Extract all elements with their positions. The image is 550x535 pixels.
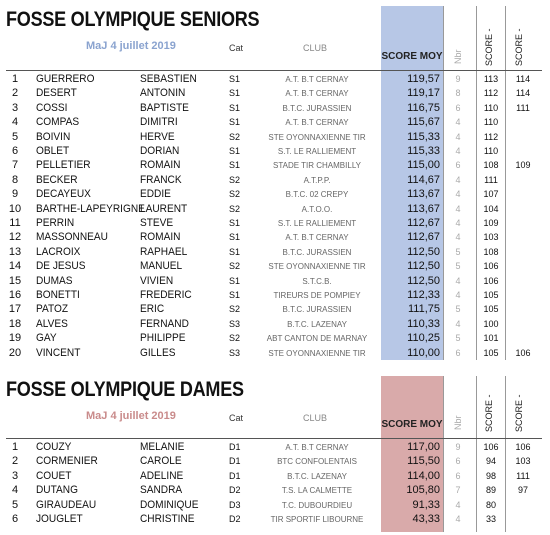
club-cell: S.T. LE RALLIEMENT [277, 147, 357, 156]
count-cell: 6 [455, 456, 461, 467]
category-cell: S1 [229, 117, 241, 128]
club-cell: A.T. B.T CERNAY [285, 75, 349, 84]
table-row [0, 202, 550, 217]
dames-header-score-moy: SCORE MOY [381, 419, 443, 430]
count-cell: 5 [455, 333, 461, 344]
category-cell: D1 [229, 442, 241, 452]
count-cell: 4 [455, 117, 461, 128]
first-name-cell: DORIAN [140, 145, 180, 157]
table-row [0, 454, 550, 469]
category-cell: S1 [229, 290, 241, 300]
score-a-cell: 105 [483, 290, 499, 300]
club-cell: STE OYONNAXIENNE TIR [268, 132, 366, 142]
first-name-cell: RAPHAEL [140, 245, 188, 258]
category-cell: S2 [229, 174, 241, 185]
rank-cell: 11 [9, 217, 21, 229]
last-name-cell: DUTANG [36, 484, 78, 497]
category-cell: D2 [229, 485, 241, 496]
category-cell: S1 [229, 218, 241, 228]
score-average-cell: 115,33 [407, 130, 440, 143]
seniors-update-date: MaJ 4 juillet 2019 [86, 40, 176, 52]
first-name-cell: ERIC [140, 303, 165, 316]
table-row [0, 469, 550, 484]
score-a-cell: 113 [483, 74, 499, 84]
table-row [0, 288, 550, 303]
first-name-cell: ROMAIN [140, 231, 181, 244]
seniors-header-nbr: Nbr [453, 49, 463, 64]
table-row [0, 483, 550, 498]
count-cell: 7 [455, 485, 461, 496]
club-cell: B.T.C. JURASSIEN [282, 103, 352, 113]
score-b-cell: 114 [515, 88, 531, 99]
club-cell: TIREURS DE POMPIEY [273, 291, 361, 300]
rank-cell: 4 [11, 116, 19, 129]
score-a-cell: 98 [485, 470, 496, 481]
category-cell: D2 [229, 514, 241, 524]
score-a-cell: 105 [483, 347, 499, 358]
club-cell: A.T. B.T CERNAY [285, 89, 349, 99]
dames-title: FOSSE OLYMPIQUE DAMES [6, 378, 244, 401]
first-name-cell: ADELINE [140, 469, 184, 482]
score-average-cell: 91,33 [412, 498, 440, 511]
last-name-cell: COUZY [36, 441, 72, 453]
club-cell: BTC CONFOLENTAIS [277, 457, 357, 467]
category-cell: S1 [229, 275, 241, 286]
score-average-cell: 116,75 [407, 101, 440, 114]
count-cell: 4 [455, 318, 461, 329]
score-average-cell: 110,33 [407, 317, 440, 330]
score-a-cell: 103 [483, 232, 499, 243]
dames-header-score-b: SCORE - [514, 394, 524, 432]
last-name-cell: JOUGLET [36, 513, 83, 525]
score-average-cell: 115,00 [407, 159, 440, 172]
club-cell: STE OYONNAXIENNE TIR [268, 262, 366, 272]
table-row [0, 216, 550, 231]
count-cell: 9 [455, 442, 461, 452]
count-cell: 4 [455, 174, 461, 185]
rank-cell: 3 [11, 469, 19, 482]
club-cell: S.T.C.B. [302, 276, 332, 286]
score-b-cell: 111 [516, 470, 530, 481]
score-average-cell: 113,67 [407, 188, 440, 201]
club-cell: A.T. B.T CERNAY [285, 443, 349, 452]
score-average-cell: 117,00 [407, 441, 440, 453]
rank-cell: 17 [8, 303, 22, 316]
dames-section [0, 368, 550, 535]
score-average-cell: 111,75 [407, 303, 440, 316]
last-name-cell: BARTHE-LAPEYRIGNE [36, 202, 145, 215]
club-cell: B.T.C. LAZENAY [287, 319, 347, 329]
rank-cell: 6 [11, 145, 19, 157]
category-cell: S1 [229, 246, 241, 257]
score-b-cell: 109 [515, 160, 531, 171]
score-b-cell: 114 [515, 74, 531, 84]
rank-cell: 12 [8, 231, 22, 244]
score-a-cell: 80 [485, 499, 496, 510]
score-a-cell: 33 [485, 514, 496, 524]
score-a-cell: 100 [483, 318, 499, 329]
count-cell: 9 [455, 74, 461, 84]
count-cell: 4 [455, 131, 461, 142]
category-cell: S2 [229, 189, 241, 200]
category-cell: S3 [229, 347, 241, 358]
rank-cell: 1 [11, 73, 19, 85]
rank-cell: 15 [8, 274, 22, 287]
score-a-cell: 89 [485, 485, 496, 496]
rank-cell: 7 [11, 159, 19, 172]
rank-cell: 4 [11, 484, 19, 497]
table-row [0, 144, 550, 159]
score-a-cell: 108 [483, 160, 499, 171]
table-row [0, 346, 550, 361]
score-a-cell: 104 [483, 203, 499, 214]
club-cell: B.T.C. JURASSIEN [282, 305, 352, 315]
rank-cell: 8 [11, 173, 19, 186]
count-cell: 4 [455, 514, 461, 524]
score-a-cell: 110 [483, 146, 499, 156]
rank-cell: 14 [8, 260, 22, 273]
rank-cell: 1 [11, 441, 19, 453]
first-name-cell: FREDERIC [140, 289, 192, 301]
score-a-cell: 112 [483, 131, 499, 142]
count-cell: 4 [455, 499, 461, 510]
dames-header-nbr: Nbr [453, 415, 463, 430]
score-average-cell: 105,80 [406, 484, 440, 497]
club-cell: A.T.O.O. [301, 204, 333, 214]
count-cell: 6 [455, 470, 461, 481]
count-cell: 5 [455, 304, 461, 315]
first-name-cell: VIVIEN [140, 274, 174, 287]
seniors-header-cat: Cat [229, 43, 244, 53]
rank-cell: 10 [8, 202, 22, 215]
first-name-cell: HERVE [140, 130, 175, 143]
category-cell: S1 [229, 160, 241, 171]
first-name-cell: ANTONIN [140, 87, 186, 100]
table-row [0, 130, 550, 145]
count-cell: 4 [455, 232, 461, 243]
last-name-cell: COMPAS [36, 116, 80, 129]
score-b-cell: 111 [516, 102, 530, 113]
count-cell: 4 [455, 275, 461, 286]
category-cell: D1 [229, 470, 241, 481]
club-cell: B.T.C. JURASSIEN [282, 247, 352, 257]
score-a-cell: 110 [483, 102, 499, 113]
score-a-cell: 106 [483, 261, 499, 272]
club-cell: T.C. DUBOURDIEU [281, 500, 353, 510]
score-average-cell: 119,57 [407, 73, 440, 85]
score-average-cell: 110,25 [407, 332, 440, 345]
club-cell: B.T.C. 02 CREPY [285, 190, 349, 200]
score-average-cell: 112,33 [407, 289, 440, 301]
table-row [0, 317, 550, 332]
category-cell: S2 [229, 131, 241, 142]
first-name-cell: PHILIPPE [140, 332, 186, 345]
first-name-cell: CHRISTINE [140, 513, 195, 525]
score-a-cell: 105 [483, 304, 499, 315]
score-a-cell: 94 [485, 456, 496, 467]
rank-cell: 5 [11, 130, 19, 143]
first-name-cell: CAROLE [140, 455, 182, 468]
rank-cell: 19 [8, 332, 22, 345]
count-cell: 4 [455, 146, 461, 156]
seniors-header-score-b: SCORE - [514, 28, 524, 66]
table-row [0, 440, 550, 455]
first-name-cell: BAPTISTE [140, 101, 189, 114]
table-row [0, 187, 550, 202]
rank-cell: 6 [11, 513, 19, 525]
category-cell: S2 [229, 203, 241, 214]
club-cell: T.S. LA CALMETTE [281, 486, 353, 496]
seniors-title: FOSSE OLYMPIQUE SENIORS [6, 8, 260, 31]
category-cell: S2 [229, 304, 241, 315]
rank-cell: 3 [11, 101, 19, 114]
first-name-cell: FERNAND [140, 317, 189, 330]
count-cell: 4 [455, 189, 461, 200]
first-name-cell: ROMAIN [140, 159, 181, 172]
table-row [0, 101, 550, 116]
score-average-cell: 115,50 [407, 455, 440, 468]
score-b-cell: 97 [517, 485, 528, 496]
score-average-cell: 110,00 [407, 346, 440, 359]
rank-cell: 2 [11, 87, 19, 100]
score-a-cell: 107 [483, 189, 499, 200]
last-name-cell: CORMENIER [36, 455, 98, 468]
score-a-cell: 108 [483, 246, 499, 257]
score-a-cell: 106 [483, 275, 499, 286]
count-cell: 6 [455, 160, 461, 171]
category-cell: D1 [229, 456, 241, 467]
first-name-cell: MANUEL [140, 260, 183, 273]
seniors-header-score-a: SCORE - [484, 28, 494, 66]
score-average-cell: 119,17 [407, 87, 440, 100]
score-b-cell: 106 [515, 442, 531, 452]
last-name-cell: PATOZ [36, 303, 69, 316]
rank-cell: 18 [8, 317, 22, 330]
club-cell: A.T. B.T CERNAY [285, 233, 349, 243]
rank-cell: 13 [8, 245, 22, 258]
club-cell: ABT CANTON DE MARNAY [266, 334, 368, 344]
category-cell: S2 [229, 261, 241, 272]
score-a-cell: 110 [483, 117, 499, 128]
category-cell: S1 [229, 102, 241, 113]
score-average-cell: 43,33 [412, 513, 440, 525]
first-name-cell: DOMINIQUE [140, 498, 199, 511]
rank-cell: 5 [11, 498, 19, 511]
last-name-cell: GAY [36, 332, 57, 345]
first-name-cell: DIMITRI [140, 116, 178, 129]
last-name-cell: OBLET [36, 145, 70, 157]
count-cell: 5 [455, 246, 461, 257]
first-name-cell: SANDRA [140, 484, 183, 497]
seniors-header-score-moy: SCORE MOY [381, 51, 443, 62]
score-a-cell: 112 [483, 88, 499, 99]
category-cell: S3 [229, 318, 241, 329]
last-name-cell: GUERRERO [36, 73, 95, 85]
table-row [0, 302, 550, 317]
table-row [0, 498, 550, 513]
dames-header-cat: Cat [229, 413, 244, 423]
first-name-cell: MELANIE [140, 441, 185, 453]
table-row [0, 115, 550, 130]
first-name-cell: SEBASTIEN [140, 73, 197, 85]
last-name-cell: DESERT [36, 87, 77, 100]
category-cell: S1 [229, 146, 241, 156]
club-cell: A.T. B.T CERNAY [285, 118, 349, 128]
club-cell: TIR SPORTIF LIBOURNE [270, 515, 364, 524]
score-average-cell: 112,67 [407, 217, 440, 229]
rank-cell: 2 [11, 455, 19, 468]
score-a-cell: 106 [483, 442, 499, 452]
first-name-cell: GILLES [140, 346, 176, 359]
last-name-cell: BECKER [36, 173, 78, 186]
last-name-cell: DUMAS [36, 274, 73, 287]
score-average-cell: 112,67 [407, 231, 440, 244]
seniors-header-club: CLUB [303, 43, 328, 53]
score-b-cell: 103 [515, 456, 531, 467]
dames-header-rule [6, 438, 542, 439]
last-name-cell: DECAYEUX [36, 188, 91, 201]
count-cell: 4 [455, 290, 461, 300]
score-average-cell: 115,33 [407, 145, 440, 157]
score-average-cell: 112,50 [407, 260, 440, 273]
score-average-cell: 115,67 [407, 116, 440, 129]
table-row [0, 230, 550, 245]
last-name-cell: ALVES [36, 317, 68, 330]
category-cell: D3 [229, 499, 241, 510]
rank-cell: 9 [11, 188, 19, 201]
club-cell: S.T. LE RALLIEMENT [277, 219, 357, 228]
club-cell: STADE TIR CHAMBILLY [272, 161, 362, 171]
club-cell: B.T.C. LAZENAY [287, 471, 347, 481]
category-cell: S2 [229, 333, 241, 344]
category-cell: S1 [229, 88, 241, 99]
table-row [0, 259, 550, 274]
dames-update-date: MaJ 4 juillet 2019 [86, 410, 176, 422]
last-name-cell: LACROIX [36, 245, 81, 258]
last-name-cell: COUET [36, 469, 72, 482]
first-name-cell: STEVE [140, 217, 174, 229]
table-row [0, 245, 550, 260]
count-cell: 4 [455, 203, 461, 214]
score-b-cell: 106 [515, 347, 531, 358]
last-name-cell: MASSONNEAU [36, 231, 108, 244]
first-name-cell: EDDIE [140, 188, 171, 201]
count-cell: 5 [455, 261, 461, 272]
first-name-cell: LAURENT [140, 202, 188, 215]
category-cell: S1 [229, 74, 241, 84]
last-name-cell: PERRIN [36, 217, 75, 229]
first-name-cell: FRANCK [140, 173, 182, 186]
table-row [0, 173, 550, 188]
last-name-cell: GIRAUDEAU [36, 498, 97, 511]
count-cell: 8 [455, 88, 461, 99]
score-average-cell: 114,67 [407, 173, 440, 186]
table-row [0, 331, 550, 346]
last-name-cell: BONETTI [36, 289, 80, 301]
rank-cell: 20 [8, 346, 22, 359]
score-average-cell: 112,50 [407, 274, 440, 287]
score-a-cell: 111 [484, 174, 498, 185]
table-row [0, 158, 550, 173]
score-average-cell: 114,00 [407, 469, 440, 482]
table-row [0, 86, 550, 101]
last-name-cell: PELLETIER [36, 159, 91, 172]
rank-cell: 16 [8, 289, 22, 301]
last-name-cell: COSSI [36, 101, 68, 114]
club-cell: STE OYONNAXIENNE TIR [268, 348, 366, 358]
dames-header-club: CLUB [303, 413, 328, 423]
club-cell: A.T.P.P. [303, 175, 331, 185]
table-row [0, 72, 550, 87]
table-row [0, 274, 550, 289]
score-a-cell: 109 [483, 218, 499, 228]
count-cell: 4 [455, 218, 461, 228]
score-average-cell: 113,67 [407, 202, 440, 215]
seniors-header-rule [6, 70, 542, 71]
last-name-cell: VINCENT [36, 346, 81, 359]
last-name-cell: BOIVIN [36, 130, 71, 143]
last-name-cell: DE JESUS [36, 260, 86, 273]
table-row [0, 512, 550, 527]
category-cell: S1 [229, 232, 241, 243]
dames-header-score-a: SCORE - [484, 394, 494, 432]
count-cell: 6 [455, 102, 461, 113]
score-average-cell: 112,50 [407, 245, 440, 258]
score-a-cell: 101 [483, 333, 499, 344]
count-cell: 6 [455, 347, 461, 358]
